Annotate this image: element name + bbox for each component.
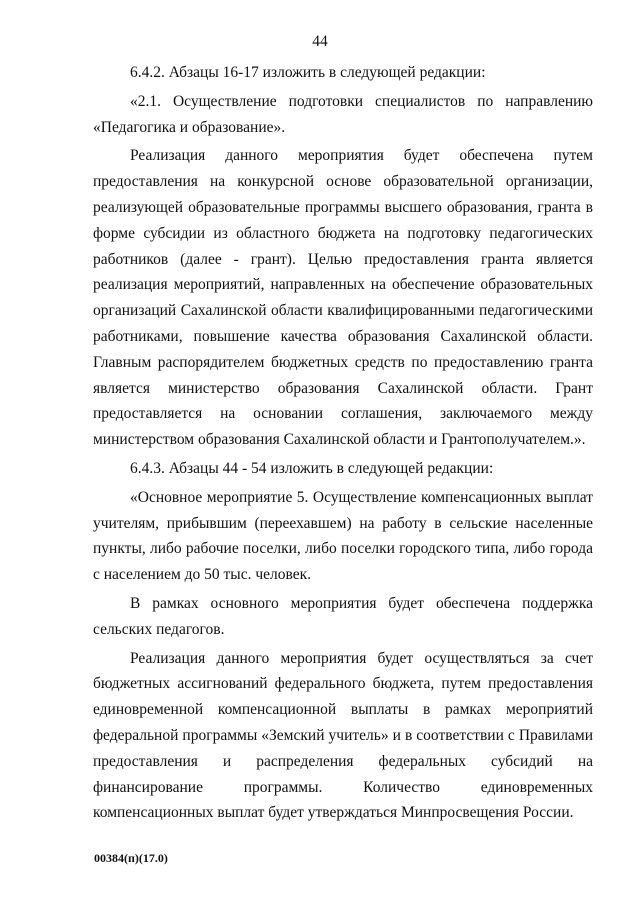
paragraph-amendment-6-4-2: 6.4.2. Абзацы 16-17 изложить в следующей редакции: xyxy=(130,64,486,81)
paragraph-main-activity-5: «Основное мероприятие 5. Осуществление компенсационных выплат учителям, прибывшим (переехавшем) на работу в сельские населенные пункты, либо рабочие поселки, либо поселки городского типа, либо города с населением до 50 тыс. человек. xyxy=(93,488,593,584)
paragraph-rural-teacher-support: В рамках основного мероприятия будет обеспечена поддержка сельских педагогов. xyxy=(93,594,593,638)
document-body xyxy=(93,60,593,826)
paragraph-section-2-1-title: «2.1. Осуществление подготовки специалистов по направлению «Педагогика и образование». xyxy=(93,92,593,136)
paragraph-amendment-6-4-3: 6.4.3. Абзацы 44 - 54 изложить в следующей редакции: xyxy=(130,459,494,477)
paragraph-federal-funding: Реализация данного мероприятия будет осуществляться за счет бюджетных ассигнований федерального бюджета, путем предоставления единовременной компенсационной выплаты в рамках мероприятий федеральной программы «Земский учитель» и в соответствии с Правилами предоставления и распределения федеральных субсидий на финансирование программы. Количество единовременных компенсационных выплат будет утверждаться Минпросвещения России. xyxy=(93,649,593,822)
page-number: 44 xyxy=(312,33,328,50)
document-footer-code: 00384(п)(17.0) xyxy=(94,851,168,865)
paragraph-grant-description: Реализация данного мероприятия будет обеспечена путем предоставления на конкурсной основе образовательной организации, реализующей образовательные программы высшего образования, гранта в форме субсидии из областного бюджета на подготовку педагогических работников (далее - грант). Целью предоставления гранта является реализация мероприятий, направленных на обеспечение образовательных организаций Сахалинской области квалифицированными педагогическими работниками, повышение качества образования Сахалинской области. Главным распорядителем бюджетных средств по предоставлению гранта является министерство образования Сахалинской области. Грант предоставляется на основании соглашения, заключаемого между министерством образования Сахалинской области и Грантополучателем.». xyxy=(93,147,593,449)
